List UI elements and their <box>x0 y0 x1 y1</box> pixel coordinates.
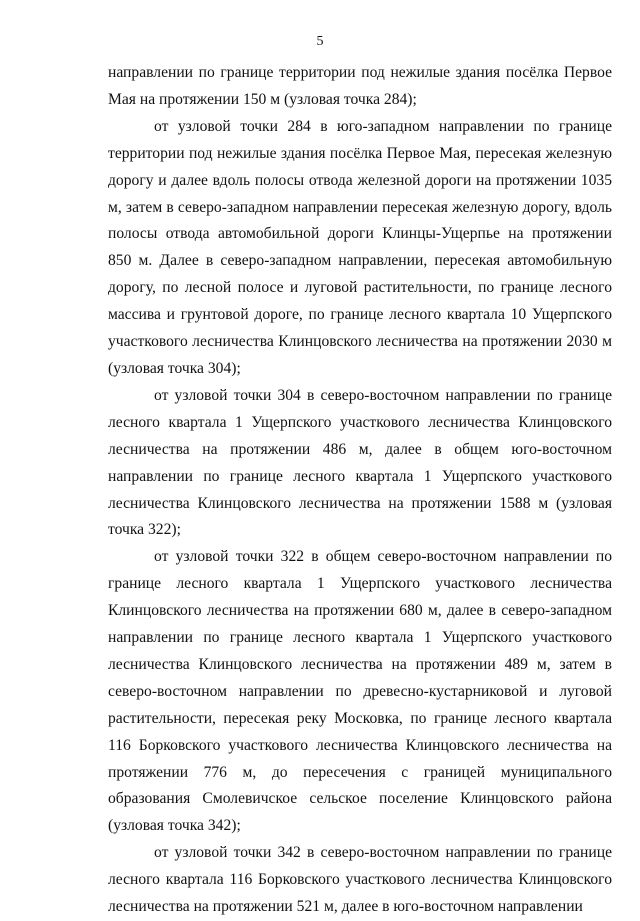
paragraph-continuation: направлении по границе территории под нежилые здания посёлка Первое Мая на протяжении 150 м (узловая точка 284); <box>108 64 612 108</box>
page-number: 5 <box>316 34 324 49</box>
paragraph-node-304: от узловой точки 304 в северо-восточном направлении по границе лесного квартала 1 Ущерпского участкового лесничества Клинцовского лесничества на протяжении 486 м, далее в общем юго-восточном направлении по границе лесного квартала 1 Ущерпского участкового лесничества Клинцовского лесничества на протяжении 1588 м (узловая точка 322); <box>108 386 612 539</box>
document-body <box>108 60 612 921</box>
paragraph-node-322: от узловой точки 322 в общем северо-восточном направлении по границе лесного квартала 1 Ущерпского участкового лесничества Клинцовского лесничества на протяжении 680 м, далее в северо-западном направлении по границе лесного квартала 1 Ущерпского участкового лесничества Клинцовского лесничества на протяжении 489 м, затем в северо-восточном направлении по древесно-кустарниковой и луговой растительности, пересекая реку Московка, по границе лесного квартала 116 Борковского участкового лесничества Клинцовского лесничества на протяжении 776 м, до пересечения с границей муниципального образования Смолевичское сельское поселение Клинцовского района (узловая точка 342); <box>108 548 612 835</box>
paragraph-node-284: от узловой точки 284 в юго-западном направлении по границе территории под нежилые здания посёлка Первое Мая, пересекая железную дорогу и далее вдоль полосы отвода железной дороги на протяжении 1035 м, затем в северо-западном направлении пересекая железную дорогу, вдоль полосы отвода автомобильной дороги Клинцы-Ущерпье на протяжении 850 м. Далее в северо-западном направлении, пересекая автомобильную дорогу, по лесной полосе и луговой растительности, по границе лесного массива и грунтовой дороге, по границе лесного квартала 10 Ущерпского участкового лесничества Клинцовского лесничества на протяжении 2030 м (узловая точка 304); <box>108 117 612 377</box>
paragraph-node-342: от узловой точки 342 в северо-восточном направлении по границе лесного квартала 116 Борковского участкового лесничества Клинцовского лесничества на протяжении 521 м, далее в юго-восточном направлении <box>108 844 612 916</box>
